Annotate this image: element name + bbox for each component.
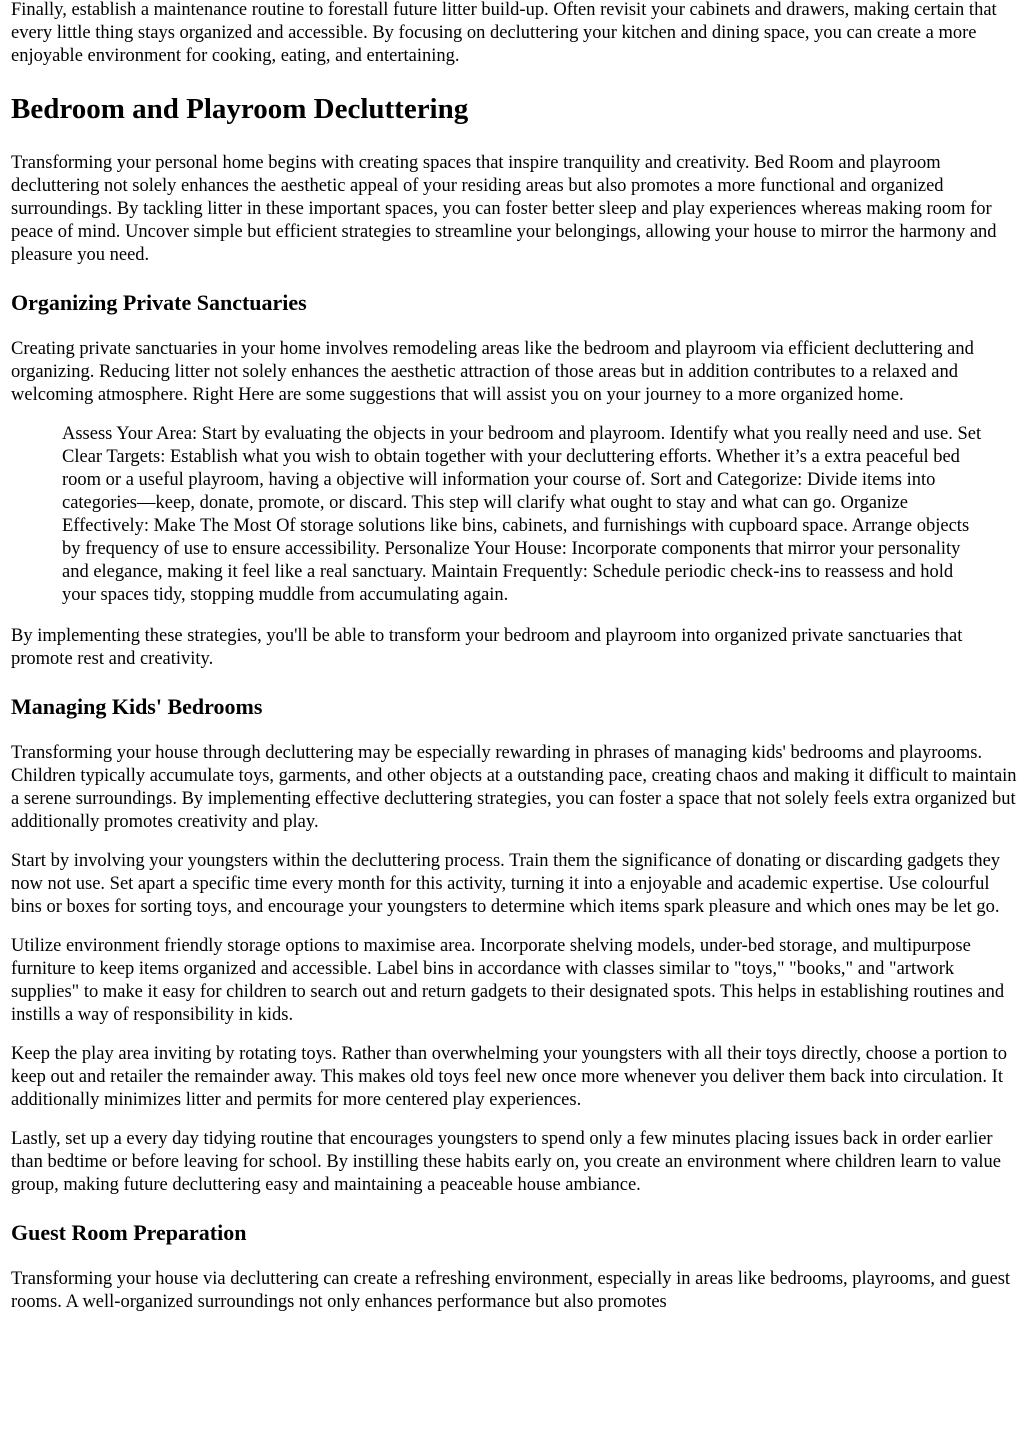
kids-paragraph: Transforming your house through decluttering may be especially rewarding in phrases of managing kids' bedrooms and playrooms. Children typically accumulate toys, garments, and other objects at a outstanding pace, creating chaos and making it difficult to maintain a serene surroundings. By implementing effective decluttering strategies, you can foster a space that not solely feels extra organized but additionally promotes creativity and play. (11, 743, 1017, 832)
kids-paragraph: Lastly, set up a every day tidying routine that encourages youngsters to spend only a few minutes placing issues back in order earlier than bedtime or before leaving for school. By instilling these habits early on, you create an environment where children learn to value group, making future decluttering easy and maintaining a peaceable house ambiance. (11, 1129, 1001, 1195)
heading-private-sanctuaries: Organizing Private Sanctuaries (11, 290, 307, 315)
kids-paragraph: Start by involving your youngsters within the decluttering process. Train them the significance of donating or discarding gadgets they now not use. Set apart a specific time every month for this activity, turning it into a enjoyable and academic expertise. Use colourful bins or boxes for sorting toys, and encourage your youngsters to determine which items spark pleasure and which ones may be let go. (11, 851, 1001, 917)
sanctuaries-paragraph: Creating private sanctuaries in your home involves remodeling areas like the bedroom and playroom via efficient decluttering and organizing. Reducing litter not solely enhances the aesthetic attraction of those areas but in addition contributes to a relaxed and welcoming atmosphere. Right Here are some suggestions that will assist you on your journey to a more organized home. (11, 339, 974, 405)
sanctuaries-closing-paragraph: By implementing these strategies, you'll be able to transform your bedroom and playroom into organized private sanctuaries that promote rest and creativity. (11, 626, 963, 669)
heading-kids-bedrooms: Managing Kids' Bedrooms (11, 694, 263, 719)
kids-paragraph: Keep the play area inviting by rotating toys. Rather than overwhelming your youngsters with all their toys directly, choose a portion to keep out and retailer the remainder away. This makes old toys feel new once more whenever you deliver them back into circulation. It additionally minimizes litter and permits for more centered play experiences. (11, 1044, 1008, 1110)
tips-text: Assess Your Area: Start by evaluating the objects in your bedroom and playroom. Identify what you really need and use. Set Clear Targets: Establish what you wish to obtain together with your decluttering efforts. Whether it’s a extra peaceful bed room or a useful playroom, having a objective will information your course of. Sort and Categorize: Divide items into categories—keep, donate, promote, or discard. This step will clarify what ought to stay and what can go. Organize Effectively: Make The Most Of storage solutions like bins, cabinets, and furnishings with cupboard space. Arrange objects by frequency of use to ensure accessibility. Personalize Your House: Incorporate components that mirror your personality and elegance, making it feel like a real sanctuary. Maintain Frequently: Schedule periodic check-ins to reassess and hold your spaces tidy, stopping muddle from accumulating again. (62, 424, 982, 605)
heading-bedroom-playroom: Bedroom and Playroom Decluttering (11, 93, 469, 125)
bedroom-paragraph: Transforming your personal home begins with creating spaces that inspire tranquility and creativity. Bed Room and playroom decluttering not solely enhances the aesthetic appeal of your residing areas but also promotes a more functional and organized surroundings. By tackling litter in these important spaces, you can foster better sleep and play experiences whereas making room for peace of mind. Uncover simple but efficient strategies to streamline your belongings, allowing your house to mirror the harmony and pleasure you need. (11, 153, 997, 265)
heading-guest-room: Guest Room Preparation (11, 1220, 247, 1245)
kids-paragraph: Utilize environment friendly storage options to maximise area. Incorporate shelving models, under-bed storage, and multipurpose furniture to keep items organized and accessible. Label bins in accordance with classes similar to "toys," "books," and "artwork supplies" to make it easy for children to search out and return gadgets to their designated spots. This helps in establishing routines and instills a way of responsibility in kids. (11, 936, 1005, 1025)
guest-paragraph: Transforming your house via decluttering can create a refreshing environment, especially in areas like bedrooms, playrooms, and guest rooms. A well-organized surroundings not only enhances performance but also promotes (11, 1269, 1011, 1312)
tips-blockquote (62, 423, 983, 607)
article-body (11, 0, 1023, 1330)
intro-paragraph: Finally, establish a maintenance routine to forestall future litter build-up. Often revisit your cabinets and drawers, making certain that every little thing stays organized and accessible. By focusing on decluttering your kitchen and dining space, you can create a more enjoyable environment for cooking, eating, and entertaining. (11, 0, 997, 66)
